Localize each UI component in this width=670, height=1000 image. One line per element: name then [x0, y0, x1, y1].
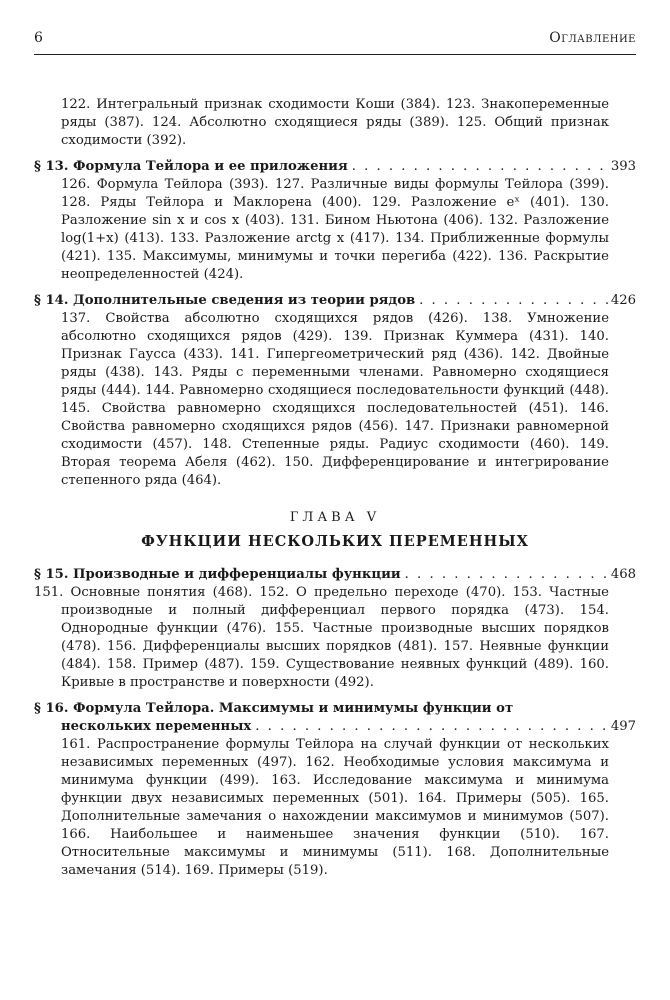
toc-section-15 [34, 566, 636, 692]
leader-dots [405, 566, 609, 584]
leader-dots [255, 718, 609, 736]
section-title: § 15. Производные и дифференциалы функции [34, 567, 401, 582]
section-title-line2: нескольких переменных [61, 719, 252, 734]
section-heading [34, 292, 609, 310]
toc-entry-text: 122. Интегральный признак сходимости Коши (384). 123. Знакопеременные ряды (387). 124. Абсолютно сходящиеся ряды (389). 125. Общий признак сходимости (392). [61, 97, 609, 148]
toc-continuation [34, 96, 636, 150]
section-page: 426 [610, 293, 636, 308]
toc-section-14 [34, 292, 636, 490]
section-page: 468 [610, 567, 636, 582]
toc-section-16 [34, 700, 636, 880]
section-page: 393 [610, 159, 636, 174]
running-title: Оглавление [549, 30, 636, 46]
section-heading [34, 158, 609, 176]
section-page: 497 [610, 719, 636, 734]
toc-content [34, 96, 636, 888]
toc-entry-text: 151. Основные понятия (468). 152. О предельно переходе (470). 153. Частные производные и полный дифференциал первого порядка (473). 154. Однородные функции (476). 155. Частные производные высших порядков (478). 156. Дифференциалы высших порядков (481). 157. Неявные функции (484). 158. Пример (487). 159. Существование неявных функций (489). 160. Кривые в пространстве и поверхности (492). [34, 585, 609, 690]
page-number: 6 [34, 30, 43, 46]
toc-entry-text: 137. Свойства абсолютно сходящихся рядов (426). 138. Умножение абсолютно сходящихся рядов (429). 139. Признак Куммера (431). 140. Признак Гаусса (433). 141. Гипергеометрический ряд (436). 142. Двойные ряды (438). 143. Ряды с переменными членами. Равномерно сходящиеся ряды (444). 144. Равномерно сходящиеся последовательности функций (448). 145. Свойства равномерно сходящихся последовательностей (451). 146. Свойства равномерно сходящихся рядов (456). 147. Признаки равномерной сходимости (457). 148. Степенные ряды. Радиус сходимости (460). 149. Вторая теорема Абеля (462). 150. Дифференцирование и интегрирование степенного ряда (464). [61, 311, 609, 488]
section-heading-cont [34, 718, 609, 736]
section-heading [34, 566, 609, 584]
toc-entry-text: 126. Формула Тейлора (393). 127. Различные виды формулы Тейлора (399). 128. Ряды Тейлора и Маклорена (400). 129. Разложение eˣ (401). 130. Разложение sin x и cos x (403). 131. Бином Ньютона (406). 132. Разложение log(1+x) (413). 133. Разложение arctg x (417). 134. Приближенные формулы (421). 135. Максимумы, минимумы и точки перегиба (422). 136. Раскрытие неопределенностей (424). [61, 177, 609, 282]
section-title: § 13. Формула Тейлора и ее приложения [34, 159, 348, 174]
leader-dots [352, 158, 609, 176]
toc-section-13 [34, 158, 636, 284]
header-rule [34, 54, 636, 55]
section-title-line1: § 16. Формула Тейлора. Максимумы и минимумы функции от [34, 701, 514, 716]
toc-entry-text: 161. Распространение формулы Тейлора на случай функции от нескольких независимых переменных (497). 162. Необходимые условия максимума и минимума функции (499). 163. Исследование максимума и минимума функции двух независимых переменных (501). 164. Примеры (505). 165. Дополнительные замечания о нахождении максимумов и минимумов (507). 166. Наибольшее и наименьшее значения функции (510). 167. Относительные максимумы и минимумы (511). 168. Дополнительные замечания (514). 169. Примеры (519). [61, 737, 609, 878]
chapter-label: ГЛАВА V [289, 510, 381, 525]
chapter-title: ФУНКЦИИ НЕСКОЛЬКИХ ПЕРЕМЕННЫХ [141, 533, 529, 550]
leader-dots [419, 292, 609, 310]
running-header [34, 30, 636, 52]
section-heading [34, 700, 609, 718]
section-title: § 14. Дополнительные сведения из теории рядов [34, 293, 416, 308]
